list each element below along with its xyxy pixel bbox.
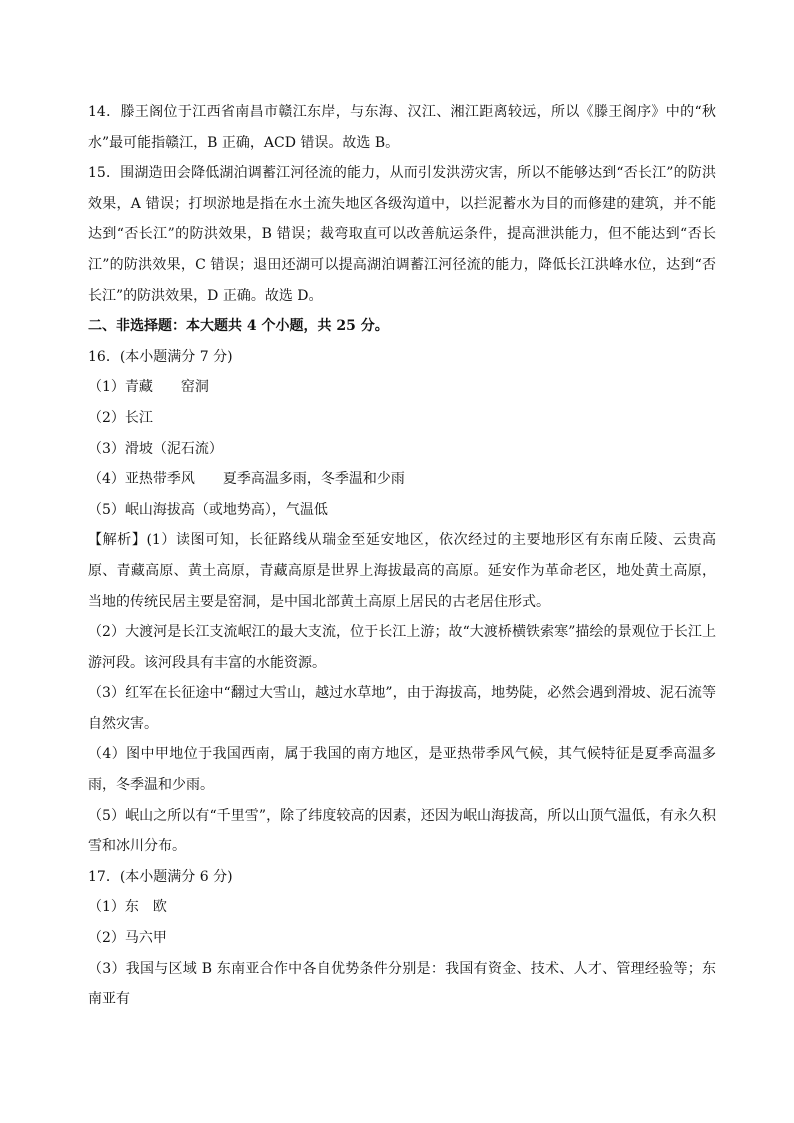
- q16-analysis-4: （4）图中甲地位于我国西南，属于我国的南方地区，是亚热带季风气候，其气候特征是夏季高温多雨，冬季温和少雨。: [88, 746, 716, 794]
- q16-answer-1: [88, 372, 716, 403]
- q16-answer-5: （5）岷山海拔高（或地势高），气温低: [88, 501, 328, 518]
- q16-analysis-5: （5）岷山之所以有“千里雪”，除了纬度较高的因素，还因为岷山海拔高，所以山顶气温低，有永久积雪和冰川分布。: [88, 807, 716, 855]
- q16-analysis-2: （2）大渡河是长江支流岷江的最大支流，位于长江上游；故“大渡桥横铁索寒”描绘的景观位于长江上游河段。该河段具有丰富的水能资源。: [88, 624, 716, 671]
- q16-answer-4: [88, 464, 716, 495]
- q17-answer-1: （1）东 欧: [88, 899, 167, 916]
- q17-answer-3: （3）我国与区域 B 东南亚合作中各自优势条件分别是：我国有资金、技术、人才、管理经验等；东南亚有: [88, 960, 716, 1008]
- answer-q15: 15．围湖造田会降低湖泊调蓄江河径流的能力，从而引发洪涝灾害，所以不能够达到“否长江”的防洪效果，A 错误；打坝淤地是指在水土流失地区各级沟道中，以拦泥蓄水为目的而修建的建筑，并不能达到“否长江”的防洪效果，B 错误；裁弯取直可以改善航运条件，提高泄洪能力，但不能达到“否长江”的防洪效果，C 错误；退田还湖可以提高湖泊调蓄江河径流的能力，降低长江洪峰水位，达到“否长江”的防洪效果，D 正确。故选 D。: [88, 165, 716, 304]
- q16-analysis-3: （3）红军在长征途中“翻过大雪山，越过水草地”，由于海拔高，地势陡，必然会遇到滑坡、泥石流等自然灾害。: [88, 685, 716, 732]
- answer-q14: 14．滕王阁位于江西省南昌市赣江东岸，与东海、汉江、湘江距离较远，所以《滕王阁序》中的“秋水”最可能指赣江，B 正确，ACD 错误。故选 B。: [88, 104, 716, 151]
- q16-answer-2: （2）长江: [88, 409, 153, 426]
- q16-answer-3: （3）滑坡（泥石流）: [88, 440, 223, 457]
- q16-answer-4-label: （4）亚热带季风: [88, 471, 195, 488]
- section-2-title: 二、非选择题：本大题共 4 个小题，共 25 分。: [88, 318, 389, 335]
- q16-answer-4-value: 夏季高温多雨，冬季温和少雨: [222, 471, 405, 488]
- q16-answer-1-value: 窑洞: [180, 379, 209, 396]
- document-page: [88, 97, 716, 1015]
- q17-answer-2: （2）马六甲: [88, 930, 167, 947]
- q17-header: 17．(本小题满分 6 分): [88, 868, 233, 885]
- q16-answer-1-label: （1）青藏: [88, 379, 153, 396]
- q16-analysis-1: 【解析】(1）读图可知，长征路线从瑞金至延安地区，依次经过的主要地形区有东南丘陵、云贵高原、青藏高原、黄土高原，青藏高原是世界上海拔最高的高原。延安作为革命老区，地处黄土高原，当地的传统民居主要是窑洞，是中国北部黄土高原上居民的古老居住形式。: [88, 532, 716, 610]
- q16-header: 16．(本小题满分 7 分): [88, 348, 233, 365]
